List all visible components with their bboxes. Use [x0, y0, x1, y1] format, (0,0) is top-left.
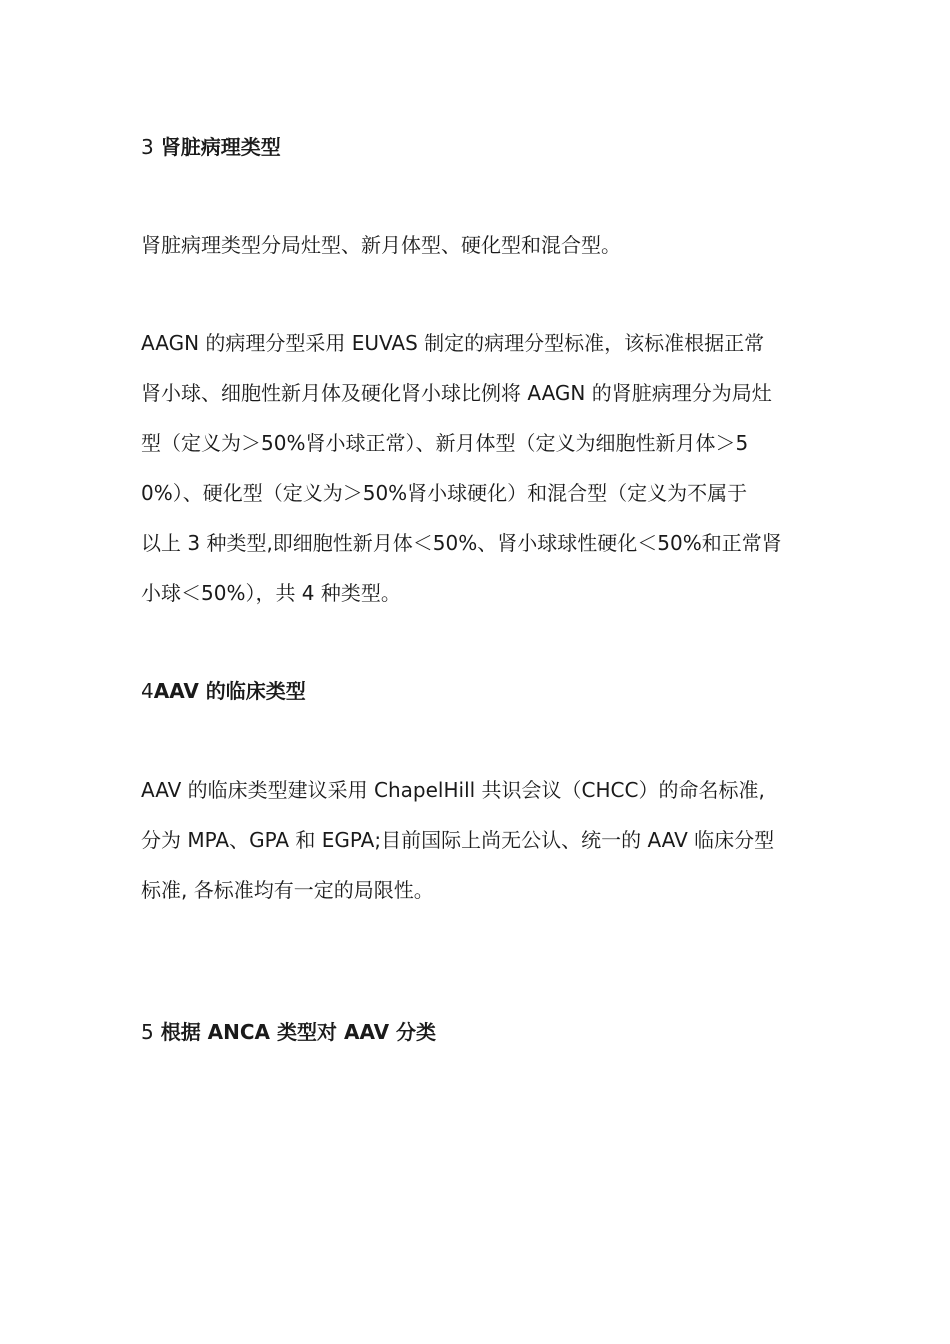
paragraph-line: 小球＜50%），共 4 种类型。 — [141, 581, 401, 605]
paragraph-line: 肾小球、细胞性新月体及硬化肾小球比例将 AAGN 的肾脏病理分为局灶 — [141, 381, 772, 405]
heading-title: AAV 的临床类型 — [153, 679, 306, 703]
section-heading-3 — [141, 133, 281, 161]
paragraph-line: AAV 的临床类型建议采用 ChapelHill 共识会议（CHCC）的命名标准, — [141, 778, 765, 802]
paragraph-line: 以上 3 种类型,即细胞性新月体＜50%、肾小球球性硬化＜50%和正常肾 — [141, 531, 782, 555]
paragraph-pathology-types — [141, 220, 813, 270]
heading-number: 3 — [141, 135, 154, 159]
section-heading-4 — [141, 677, 306, 705]
heading-number: 4 — [141, 679, 154, 703]
heading-title: 肾脏病理类型 — [160, 135, 281, 159]
paragraph-aagn-classification — [141, 318, 813, 618]
section-heading-5 — [141, 1018, 436, 1046]
paragraph-line: 标准, 各标准均有一定的局限性。 — [141, 878, 434, 902]
paragraph-line: 肾脏病理类型分局灶型、新月体型、硬化型和混合型。 — [141, 233, 621, 257]
paragraph-aav-clinical-types — [141, 765, 813, 915]
paragraph-line: 分为 MPA、GPA 和 EGPA;目前国际上尚无公认、统一的 AAV 临床分型 — [141, 828, 775, 852]
paragraph-line: AAGN 的病理分型采用 EUVAS 制定的病理分型标准，该标准根据正常 — [141, 331, 765, 355]
heading-title: 根据 ANCA 类型对 AAV 分类 — [160, 1020, 437, 1044]
heading-number: 5 — [141, 1020, 154, 1044]
paragraph-line: 型（定义为＞50%肾小球正常）、新月体型（定义为细胞性新月体＞5 — [141, 431, 749, 455]
paragraph-line: 0%）、硬化型（定义为＞50%肾小球硬化）和混合型（定义为不属于 — [141, 481, 748, 505]
